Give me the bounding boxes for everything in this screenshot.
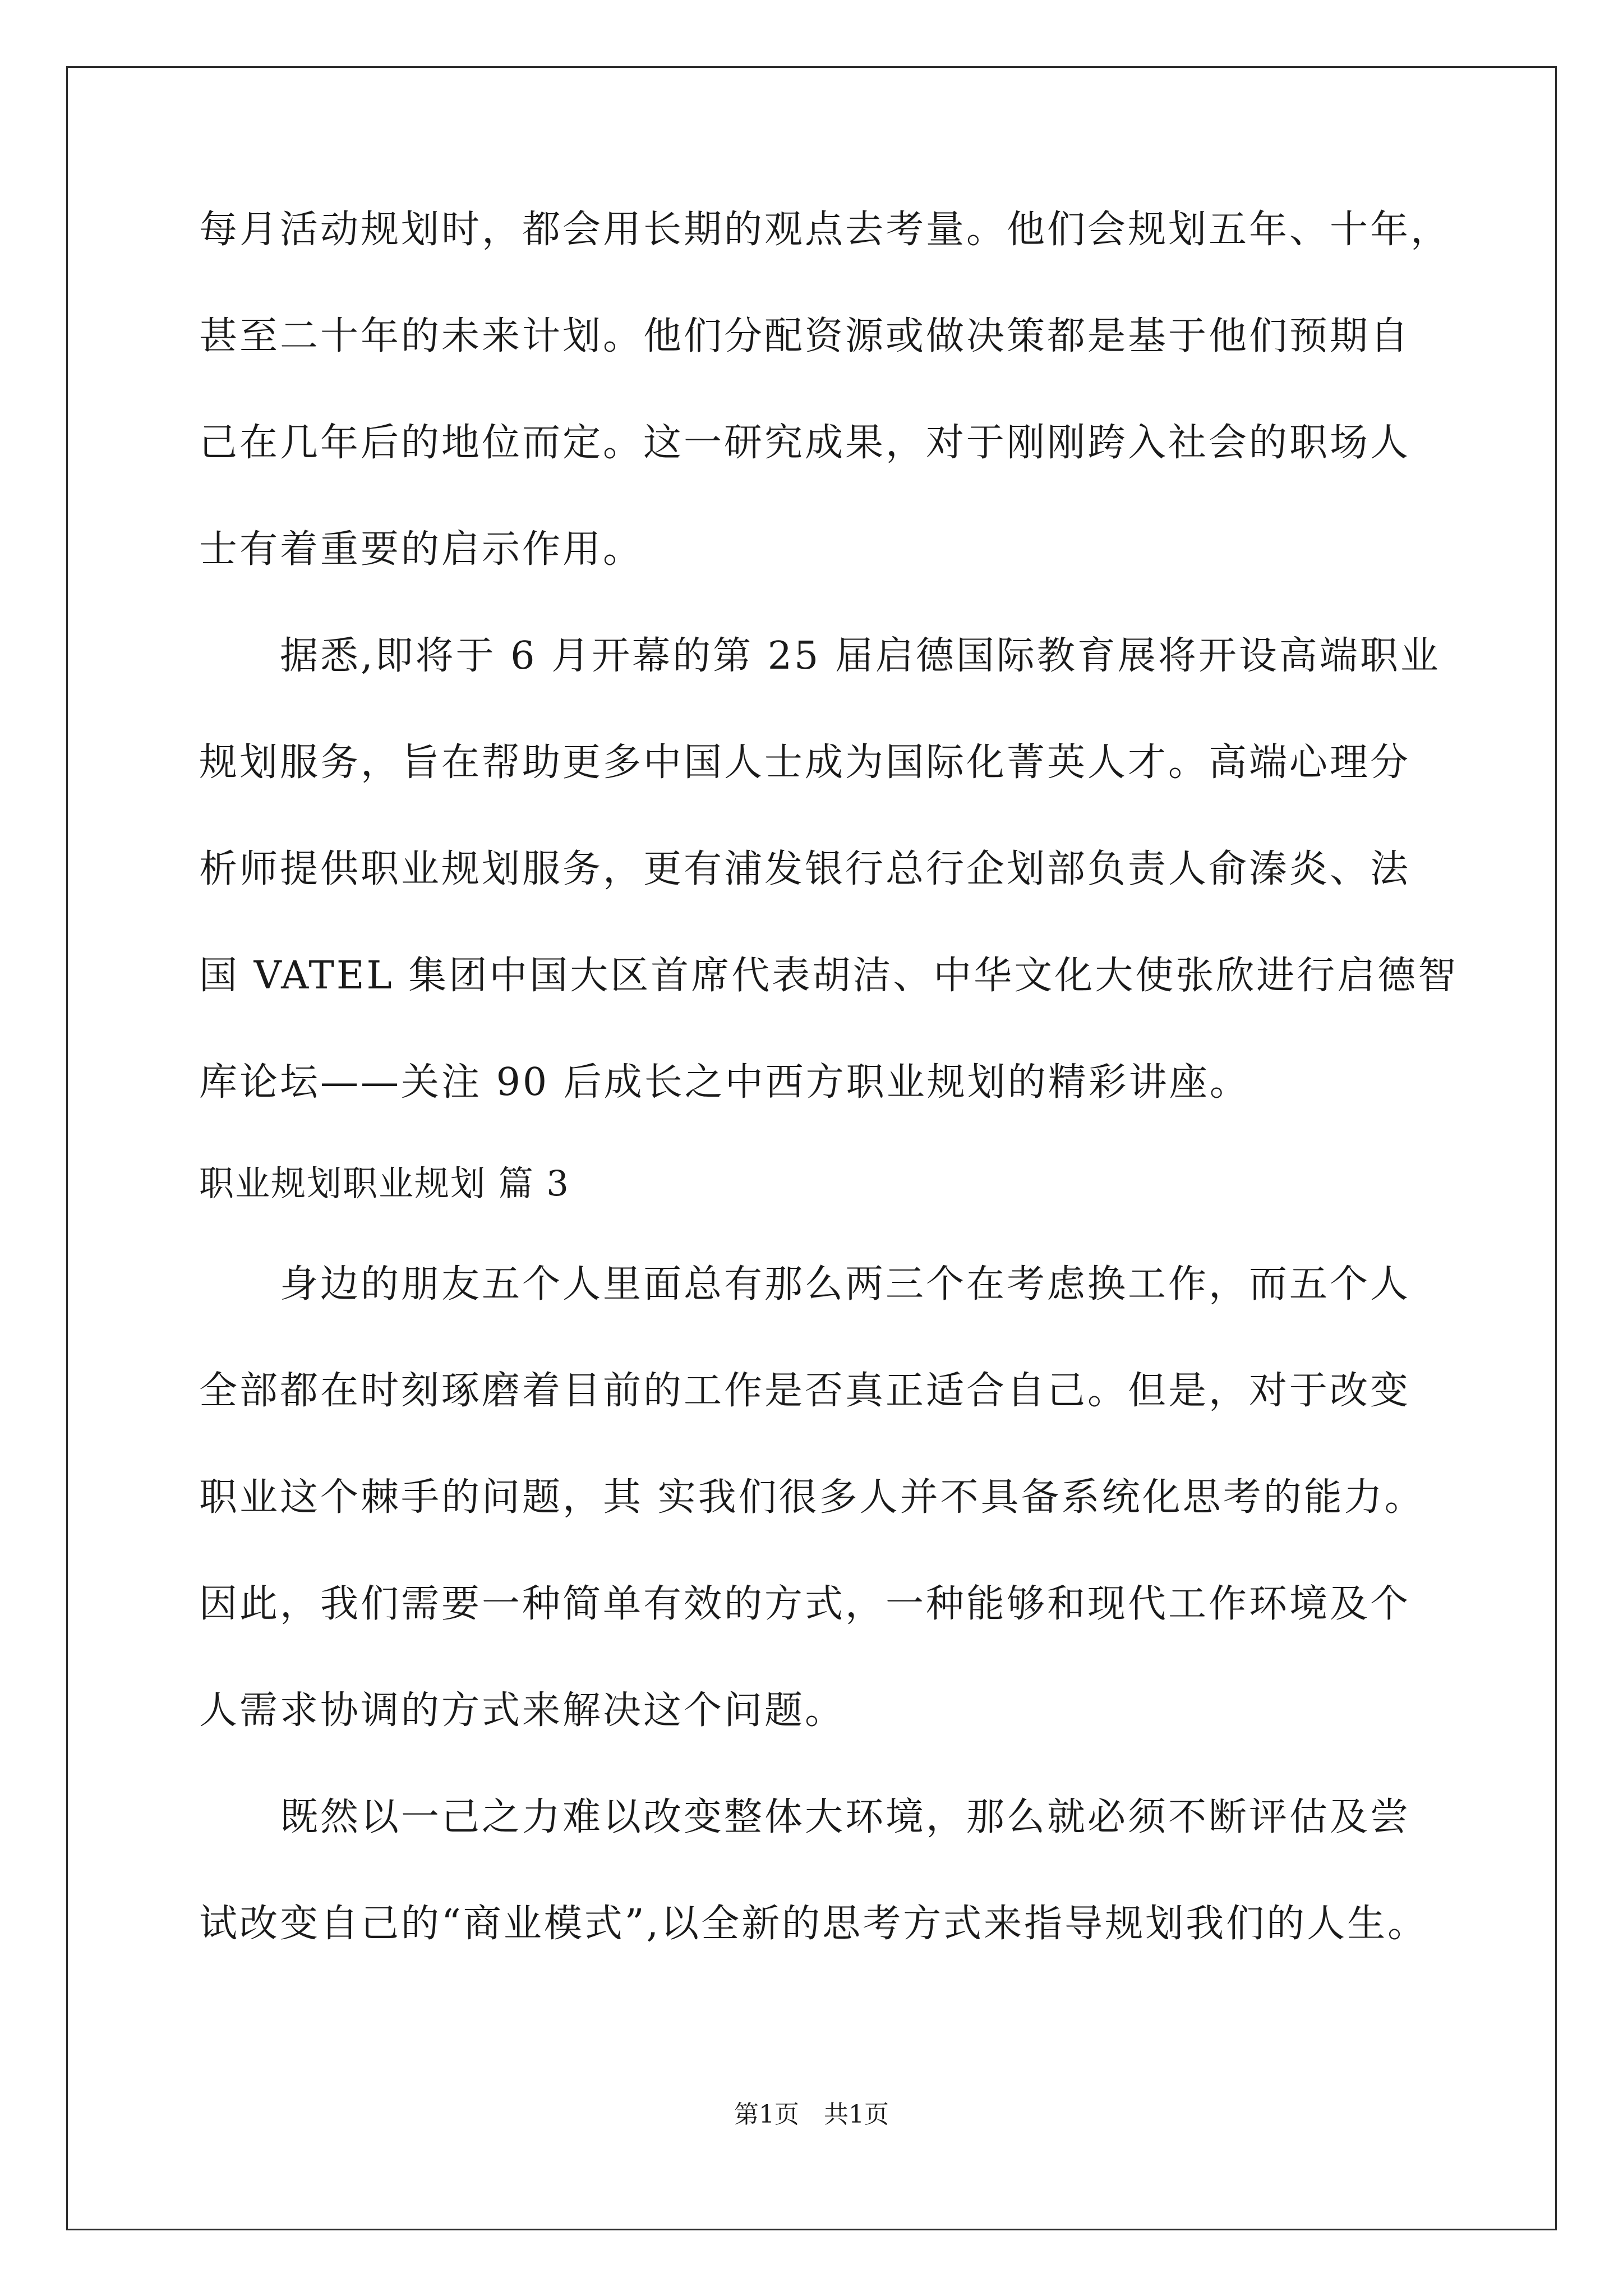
paragraph-line: 国 VATEL 集团中国大区首席代表胡洁、中华文化大使张欣进行启德智	[199, 954, 1459, 998]
paragraph-line: 甚至二十年的未来计划。他们分配资源或做决策都是基于他们预期自	[199, 314, 1411, 358]
paragraph-line: 试改变自己的“商业模式”,以全新的思考方式来指导规划我们的人生。	[199, 1902, 1428, 1946]
paragraph-line: 士有着重要的启示作用。	[199, 527, 644, 572]
paragraph-line: 库论坛——关注 90 后成长之中西方职业规划的精彩讲座。	[199, 1060, 1250, 1105]
paragraph-line: 人需求协调的方式来解决这个问题。	[199, 1688, 846, 1733]
paragraph-line: 规划服务，旨在帮助更多中国人士成为国际化菁英人才。高端心理分	[199, 740, 1411, 785]
paragraph-line: 每月活动规划时，都会用长期的观点去考量。他们会规划五年、十年，	[199, 208, 1451, 252]
paragraph-line: 因此，我们需要一种简单有效的方式，一种能够和现代工作环境及个	[199, 1582, 1411, 1626]
page-footer: 第1页 共1页	[734, 2100, 889, 2129]
section-heading: 职业规划职业规划 篇 3	[199, 1163, 570, 1204]
paragraph-line: 既然以一己之力难以改变整体大环境，那么就必须不断评估及尝	[199, 1795, 1411, 1839]
paragraph-line: 析师提供职业规划服务，更有浦发银行总行企划部负责人俞溱炎、法	[199, 847, 1411, 891]
paragraph-line: 据悉,即将于 6 月开幕的第 25 届启德国际教育展将开设高端职业	[199, 634, 1441, 678]
paragraph-line: 职业这个棘手的问题，其 实我们很多人并不具备系统化思考的能力。	[199, 1475, 1425, 1520]
paragraph-line: 全部都在时刻琢磨着目前的工作是否真正适合自己。但是，对于改变	[199, 1369, 1411, 1413]
paragraph-line: 己在几年后的地位而定。这一研究成果，对于刚刚跨入社会的职场人	[199, 421, 1411, 465]
paragraph-line: 身边的朋友五个人里面总有那么两三个在考虑换工作，而五个人	[199, 1262, 1411, 1306]
